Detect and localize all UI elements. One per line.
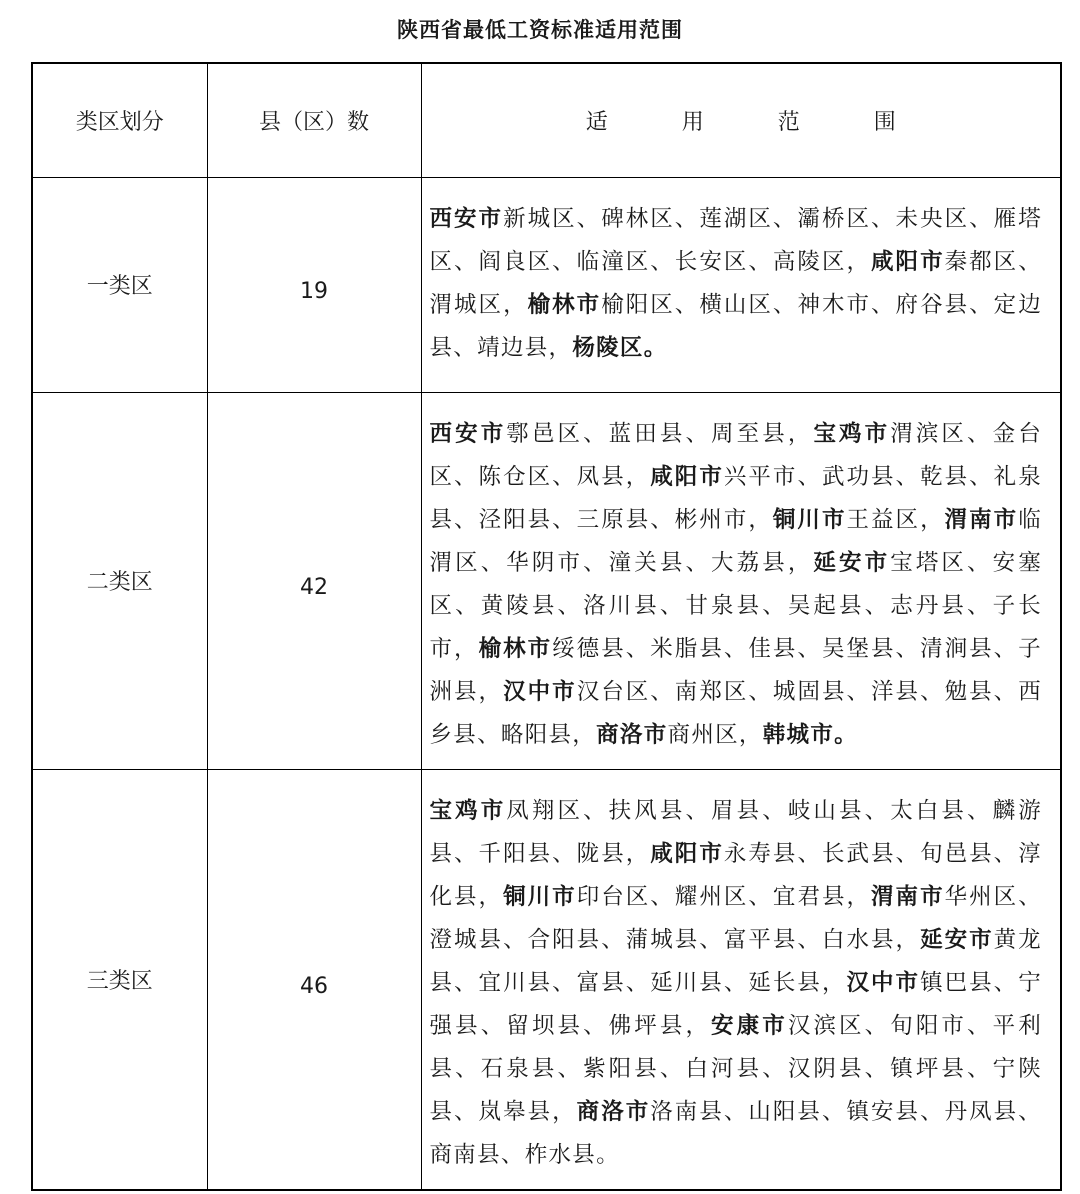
scope-cell: [421, 769, 1061, 1190]
district-list: 永寿县、长武县、旬邑县、淳化县，: [429, 840, 1043, 910]
table-row: [32, 177, 1061, 392]
header-category: 类区划分: [32, 63, 207, 177]
header-scope-char: 范: [777, 109, 800, 135]
district-list: 王益区，: [846, 506, 945, 533]
city-name: 渭南市: [944, 506, 1019, 533]
district-list: 洛南县、山阳县、镇安县、丹凤县、商南县、柞水县。: [429, 1098, 1042, 1168]
table-row: [32, 392, 1061, 769]
city-name: 安康市: [711, 1012, 788, 1039]
city-name: 榆林市: [478, 635, 553, 662]
count-cell: 19: [207, 177, 421, 392]
district-list: 兴平市、武功县、乾县、礼泉县、泾阳县、三原县、彬州市，: [429, 463, 1043, 533]
city-name: 西安市: [429, 205, 504, 232]
scope-cell: [421, 392, 1061, 769]
district-list: 秦都区、渭城区，: [429, 248, 1042, 318]
district-list: 临渭区、华阴市、潼关县、大荔县，: [429, 506, 1043, 576]
district-list: 商州区，: [667, 721, 763, 748]
wage-scope-table: [31, 62, 1062, 1191]
city-name: 铜川市: [503, 883, 577, 910]
city-name: 咸阳市: [650, 840, 724, 867]
header-scope-char: 用: [681, 109, 704, 135]
district-list: 华州区、澄城县、合阳县、蒲城县、富平县、白水县，: [429, 883, 1043, 953]
district-list: 渭滨区、金台区、陈仓区、凤县，: [429, 420, 1043, 490]
district-list: 凤翔区、扶风县、眉县、岐山县、太白县、麟游县、千阳县、陇县，: [429, 797, 1042, 867]
page-title: 陕西省最低工资标准适用范围: [397, 18, 683, 42]
city-name: 咸阳市: [650, 463, 724, 490]
city-name: 汉中市: [846, 969, 921, 996]
district-list: 榆阳区、横山区、神木市、府谷县、定边县、靖边县，: [429, 291, 1043, 361]
city-name: 汉中市: [503, 678, 577, 705]
table-row: [32, 769, 1061, 1190]
district-list: 黄龙县、宜川县、富县、延川县、延长县，: [429, 926, 1042, 996]
scope-cell: [421, 177, 1061, 392]
city-name: 铜川市: [772, 506, 847, 533]
district-list: 印台区、耀州区、宜君县，: [576, 883, 872, 910]
city-name: 韩城市。: [762, 721, 858, 748]
header-scope: [421, 63, 1061, 177]
district-list: 新城区、碑林区、莲湖区、灞桥区、未央区、雁塔区、阎良区、临潼区、长安区、高陵区，: [429, 205, 1042, 275]
district-list: 汉台区、南郑区、城固县、洋县、勉县、西乡县、略阳县，: [429, 678, 1043, 748]
header-scope-char: 适: [585, 109, 608, 135]
district-list: 鄠邑区、蓝田县、周至县，: [506, 420, 814, 447]
count-cell: 46: [207, 769, 421, 1190]
city-name: 西安市: [429, 420, 507, 447]
category-cell: 二类区: [32, 392, 207, 769]
city-name: 宝鸡市: [813, 420, 891, 447]
district-list: 镇巴县、宁强县、留坝县、佛坪县，: [429, 969, 1042, 1039]
district-list: 宝塔区、安塞区、黄陵县、洛川县、甘泉县、吴起县、志丹县、子长市，: [429, 549, 1042, 662]
city-name: 商洛市: [576, 1098, 651, 1125]
district-list: 绥德县、米脂县、佳县、吴堡县、清涧县、子洲县，: [429, 635, 1042, 705]
header-count: 县（区）数: [207, 63, 421, 177]
city-name: 咸阳市: [871, 248, 945, 275]
city-name: 榆林市: [527, 291, 602, 318]
city-name: 渭南市: [871, 883, 945, 910]
district-list: 汉滨区、旬阳市、平利县、石泉县、紫阳县、白河县、汉阴县、镇坪县、宁陕县、岚皋县，: [429, 1012, 1042, 1125]
city-name: 商洛市: [596, 721, 668, 748]
city-name: 宝鸡市: [429, 797, 507, 824]
city-name: 延安市: [813, 549, 891, 576]
category-cell: 三类区: [32, 769, 207, 1190]
city-name: 杨陵区。: [572, 334, 668, 361]
category-cell: 一类区: [32, 177, 207, 392]
table-header-row: [32, 63, 1061, 177]
city-name: 延安市: [920, 926, 994, 953]
header-scope-char: 围: [873, 109, 896, 135]
count-cell: 42: [207, 392, 421, 769]
